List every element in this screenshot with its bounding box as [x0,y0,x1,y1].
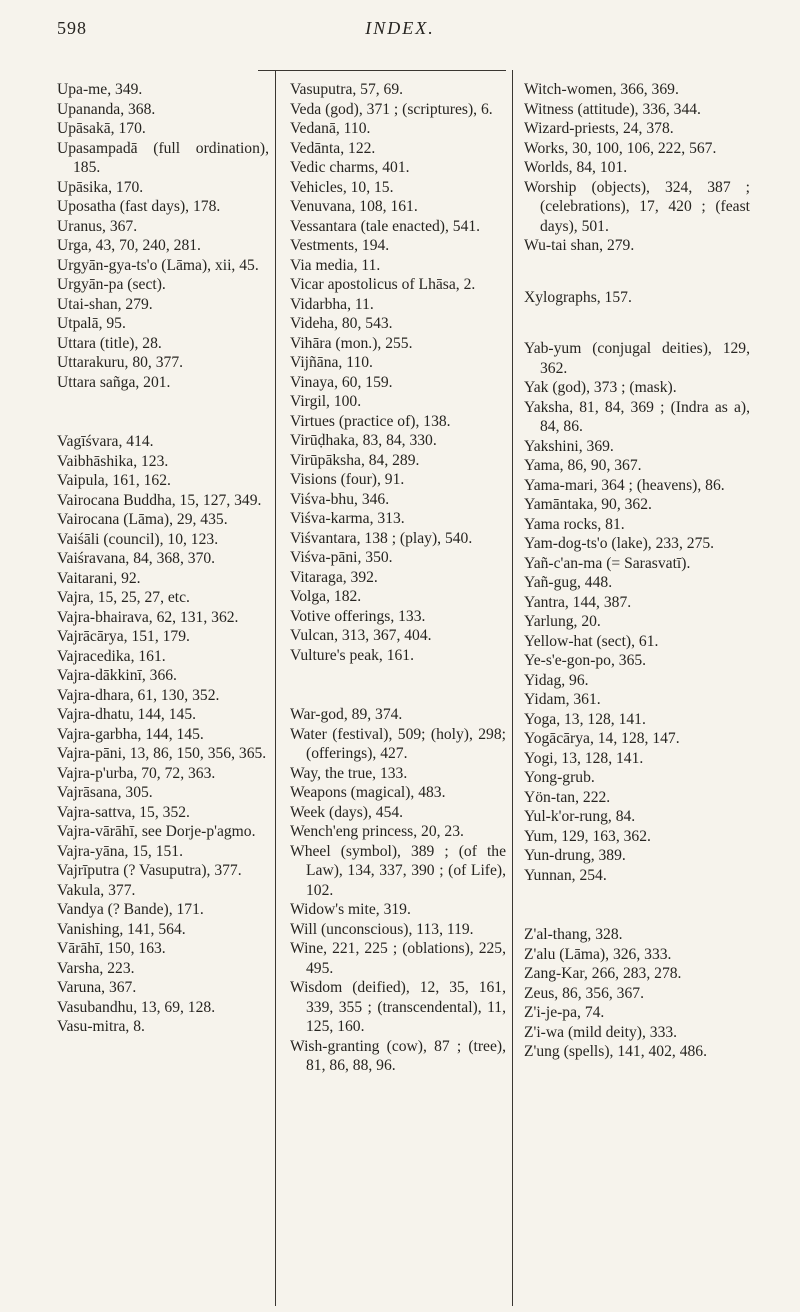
index-entry: Vajra, 15, 25, 27, etc. [57,589,190,606]
index-entry: Wizard-priests, 24, 378. [524,120,674,137]
index-entry: Upananda, 368. [57,100,156,118]
index-entry: Z'alu (Lāma), 326, 333. [524,945,672,963]
index-entry: Yogi, 13, 128, 141. [524,749,644,767]
index-entry: Vasubandhu, 13, 69, 128. [57,998,216,1016]
index-entry: Zang-Kar, 266, 283, 278. [524,965,682,982]
index-entry: Vaipula, 161, 162. [57,472,171,489]
index-entry: Yama, 86, 90, 367. [524,457,642,474]
index-entry: Upasampadā (full ordination), 185. [57,139,269,176]
index-entry: Yantra, 144, 387. [524,593,632,611]
index-entry: Wu-tai shan, 279. [524,237,635,254]
index-entry: Yama rocks, 81. [524,515,625,533]
index-entry: Viśva-pāni, 350. [290,549,393,566]
index-entry: Utai-shan, 279. [57,295,153,313]
index-entry: Yön-tan, 222. [524,788,611,806]
index-entry: Vārāhī, 150, 163. [57,940,166,957]
index-entry: Vaitarani, 92. [57,569,141,587]
index-entry: Vihāra (mon.), 255. [290,334,413,352]
index-entry: Vijñāna, 110. [290,354,373,371]
index-entry: Virtues (practice of), 138. [290,412,451,430]
index-entry: Vasu-mitra, 8. [57,1018,145,1035]
index-entry: Zeus, 86, 356, 367. [524,984,644,1002]
index-column-1 [57,80,269,1037]
index-entry: Upāsika, 170. [57,178,144,196]
index-entry: Yam-dog-ts'o (lake), 233, 275. [524,535,715,552]
index-entry: Yarlung, 20. [524,613,601,630]
index-entry: Urga, 43, 70, 240, 281. [57,237,201,254]
index-column-2 [290,80,506,1076]
index-entry: Vajra-dākkinī, 366. [57,667,177,684]
index-entry: Ye-s'e-gon-po, 365. [524,652,647,669]
index-entry: Vaiśāli (council), 10, 123. [57,530,219,548]
index-entry: Vairocana (Lāma), 29, 435. [57,511,228,528]
index-entry: Vajrācārya, 151, 179. [57,628,190,645]
index-entry: Yakshini, 369. [524,437,614,455]
column-divider-left [275,70,276,1306]
index-entry: Utpalā, 95. [57,315,126,332]
section-gap [290,665,506,705]
index-entry: Vaibhāshika, 123. [57,452,169,470]
index-entry: Widow's mite, 319. [290,901,411,918]
index-entry: Yum, 129, 163, 362. [524,827,651,845]
index-entry: Uttarakuru, 80, 377. [57,354,184,371]
index-entry: Vajra-vārāhī, see Dorje-p'agmo. [57,823,256,840]
index-entry: Viśva-bhu, 346. [290,490,390,508]
index-entry: Vulcan, 313, 367, 404. [290,627,432,644]
index-column-3 [524,80,750,1062]
index-entry: Viśva-karma, 313. [290,510,405,527]
index-entry: Z'i-je-pa, 74. [524,1004,605,1021]
index-entry: Uttara (title), 28. [57,334,162,352]
running-head: INDEX. [365,18,435,38]
index-entry: Uranus, 367. [57,217,138,235]
index-entry: Yellow-hat (sect), 61. [524,632,659,650]
index-entry: Worship (objects), 324, 387 ; (celebrations), 17, 420 ; (feast days), 501. [524,178,750,235]
index-entry: Way, the true, 133. [290,764,408,782]
index-entry: Yamāntaka, 90, 362. [524,496,652,513]
index-entry: Varsha, 223. [57,959,135,977]
index-entry: Xylographs, 157. [524,288,632,306]
index-entry: Yoga, 13, 128, 141. [524,710,646,728]
index-entry: Yun-drung, 389. [524,847,626,864]
index-entry: Vajra-yāna, 15, 151. [57,842,184,860]
index-entry: Vakula, 377. [57,881,136,899]
index-entry: Z'i-wa (mild deity), 333. [524,1023,678,1041]
index-entry: Upa-me, 349. [57,81,143,98]
index-entry: Wisdom (deified), 12, 35, 161, 339, 355 ; (transcendental), 11, 125, 160. [290,979,506,1035]
index-entry: Witch-women, 366, 369. [524,81,679,98]
index-entry: Vicar apostolicus of Lhāsa, 2. [290,276,476,293]
index-entry: Uttara sañga, 201. [57,373,171,391]
index-entry: Wine, 221, 225 ; (oblations), 225, 495. [290,940,506,977]
index-entry: Urgyān-pa (sect). [57,276,166,293]
index-entry: Vajra-dhara, 61, 130, 352. [57,686,220,704]
index-entry: Yaksha, 81, 84, 369 ; (Indra as a), 84, 86. [524,398,750,435]
section-gap [524,885,750,925]
index-entry: Venuvana, 108, 161. [290,198,418,215]
index-entry: Yañ-c'an-ma (= Sarasvatī). [524,554,691,572]
index-entry: Z'al-thang, 328. [524,926,623,943]
index-entry: Vitaraga, 392. [290,568,378,586]
index-entry: Vaiśravana, 84, 368, 370. [57,550,216,567]
index-entry: Yul-k'or-rung, 84. [524,808,636,825]
index-entry: Yañ-gug, 448. [524,574,613,591]
index-entry: Virūpāksha, 84, 289. [290,451,420,469]
index-entry: Worlds, 84, 101. [524,159,628,176]
index-entry: Visions (four), 91. [290,471,405,488]
index-entry: Volga, 182. [290,588,362,605]
index-entry: Yama-mari, 364 ; (heavens), 86. [524,476,725,494]
index-entry: Weapons (magical), 483. [290,784,446,801]
index-entry: Yak (god), 373 ; (mask). [524,379,677,396]
index-entry: Vasuputra, 57, 69. [290,81,404,98]
index-entry: Yunnan, 254. [524,866,607,884]
index-entry: Vinaya, 60, 159. [290,373,393,391]
index-entry: Wheel (symbol), 389 ; (of the Law), 134, 337, 390 ; (of Life), 102. [290,842,506,899]
index-entry: Vagīśvara, 414. [57,433,154,450]
index-entry: Videha, 80, 543. [290,315,393,332]
index-entry: Vajrīputra (? Vasuputra), 377. [57,862,242,879]
index-entry: Vessantara (tale enacted), 541. [290,217,481,235]
index-entry: Witness (attitude), 336, 344. [524,100,701,118]
column-divider-right [512,70,513,1306]
index-entry: Vajra-dhatu, 144, 145. [57,706,197,723]
page-header [0,18,800,44]
index-entry: Will (unconscious), 113, 119. [290,920,474,938]
index-entry: Votive offerings, 133. [290,607,426,625]
index-entry: Works, 30, 100, 106, 222, 567. [524,139,717,157]
index-entry: Wish-granting (cow), 87 ; (tree), 81, 86, 88, 96. [290,1037,506,1074]
header-rule [258,70,506,71]
index-entry: Vidarbha, 11. [290,295,374,313]
index-entry: War-god, 89, 374. [290,706,403,723]
section-gap [524,307,750,339]
index-entry: Vajra-bhairava, 62, 131, 362. [57,608,239,626]
index-entry: Vajracedika, 161. [57,647,166,665]
index-entry: Yidag, 96. [524,671,589,689]
index-entry: Vajra-garbha, 144, 145. [57,725,204,743]
index-entry: Veda (god), 371 ; (scriptures), 6. [290,100,493,118]
index-entry: Urgyān-gya-ts'o (Lāma), xii, 45. [57,256,259,274]
index-entry: Yong-grub. [524,769,595,786]
index-entry: Vedic charms, 401. [290,159,410,176]
index-entry: Vajra-sattva, 15, 352. [57,803,190,821]
index-entry: Yidam, 361. [524,691,601,708]
index-entry: Yab-yum (conjugal deities), 129, 362. [524,340,750,377]
section-gap [524,256,750,288]
index-entry: Week (days), 454. [290,803,404,821]
index-entry: Viśvantara, 138 ; (play), 540. [290,529,473,547]
index-entry: Yogācārya, 14, 128, 147. [524,730,680,747]
index-entry: Vedanā, 110. [290,120,371,137]
index-entry: Vajra-p'urba, 70, 72, 363. [57,764,216,782]
index-entry: Virūḍhaka, 83, 84, 330. [290,432,437,449]
index-entry: Varuna, 367. [57,979,137,996]
index-entry: Vandya (? Bande), 171. [57,901,204,918]
index-entry: Via media, 11. [290,256,381,274]
page-number: 598 [57,18,87,38]
index-entry: Vedānta, 122. [290,139,376,157]
index-entry: Vajra-pāni, 13, 86, 150, 356, 365. [57,745,267,762]
index-entry: Vanishing, 141, 564. [57,920,186,938]
index-entry: Wench'eng princess, 20, 23. [290,823,464,840]
index-entry: Water (festival), 509; (holy), 298; (offerings), 427. [290,725,506,762]
index-entry: Vehicles, 10, 15. [290,178,394,196]
index-entry: Vairocana Buddha, 15, 127, 349. [57,491,262,509]
section-gap [57,392,269,432]
index-entry: Uposatha (fast days), 178. [57,198,221,215]
index-entry: Virgil, 100. [290,393,362,410]
index-entry: Vulture's peak, 161. [290,646,414,664]
index-entry: Z'ung (spells), 141, 402, 486. [524,1043,707,1060]
index-entry: Upāsakā, 170. [57,120,146,137]
index-entry: Vestments, 194. [290,237,390,254]
index-entry: Vajrāsana, 305. [57,784,153,801]
